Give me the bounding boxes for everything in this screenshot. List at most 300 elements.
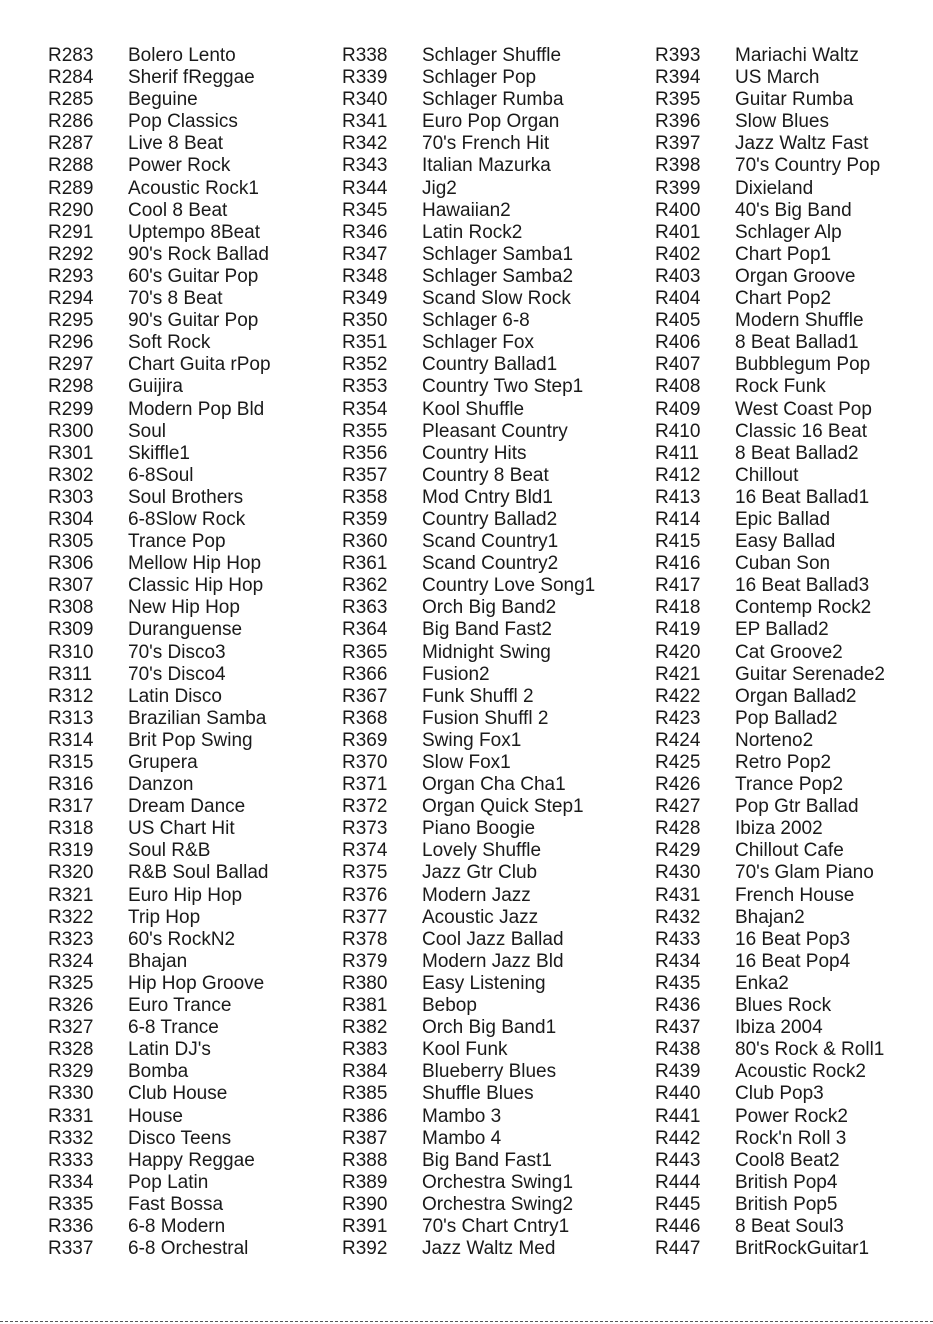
style-number: R369 (342, 729, 388, 751)
style-number: R330 (48, 1083, 94, 1105)
style-number: R437 (655, 1017, 701, 1039)
style-number: R446 (655, 1215, 701, 1237)
style-name: Guitar Serenade2 (735, 663, 885, 685)
style-number: R405 (655, 310, 701, 332)
style-number: R298 (48, 376, 94, 398)
style-number: R353 (342, 376, 388, 398)
style-number: R308 (48, 597, 94, 619)
style-name: Brit Pop Swing (128, 729, 253, 751)
style-number: R408 (655, 376, 701, 398)
style-number: R370 (342, 752, 388, 773)
style-number: R367 (342, 685, 388, 707)
style-name: Modern Pop Bld (128, 398, 265, 420)
style-number: R371 (342, 774, 388, 796)
style-number: R337 (48, 1238, 94, 1260)
style-number: R392 (342, 1238, 388, 1260)
style-name: Orchestra Swing2 (422, 1193, 574, 1215)
style-name: 40's Big Band (735, 199, 852, 221)
style-number: R390 (342, 1193, 388, 1215)
style-name: Cuban Son (735, 553, 831, 575)
style-name: Easy Ballad (735, 531, 836, 553)
style-number: R317 (48, 796, 94, 818)
style-number: R361 (342, 553, 388, 575)
style-number: R447 (655, 1238, 701, 1260)
style-number: R342 (342, 133, 388, 155)
style-number: R429 (655, 840, 701, 862)
style-number: R395 (655, 89, 701, 111)
style-name: Cool Jazz Ballad (422, 928, 564, 950)
style-name: Organ Quick Step1 (422, 796, 584, 818)
style-name: Schlager Shuffle (422, 45, 562, 66)
style-name: Disco Teens (128, 1127, 232, 1149)
style-number: R287 (48, 133, 94, 155)
style-name: Chillout Cafe (735, 840, 844, 862)
style-number: R364 (342, 619, 388, 641)
style-name: Acoustic Rock1 (128, 177, 259, 199)
style-name: Power Rock2 (735, 1105, 848, 1127)
style-name: Schlager Samba2 (422, 265, 574, 287)
style-name: US Chart Hit (128, 818, 235, 840)
style-name: 60's RockN2 (128, 928, 236, 950)
style-number: R403 (655, 265, 701, 287)
style-name: 6-8 Trance (128, 1017, 219, 1039)
style-number: R339 (342, 67, 388, 89)
style-number: R375 (342, 862, 388, 884)
style-number: R381 (342, 995, 388, 1017)
style-number: R400 (655, 199, 701, 221)
style-name: US March (735, 67, 820, 89)
style-name: Brazilian Samba (128, 707, 267, 729)
style-number: R388 (342, 1149, 388, 1171)
style-name: Scand Slow Rock (422, 288, 571, 310)
style-name: Country Ballad2 (422, 508, 558, 530)
style-number: R284 (48, 67, 94, 89)
style-name: Schlager Rumba (422, 89, 564, 111)
style-number: R331 (48, 1105, 94, 1127)
style-name: Beguine (128, 89, 198, 111)
style-name: 6-8 Orchestral (128, 1238, 249, 1260)
style-name: Blues Rock (735, 995, 832, 1017)
style-name: Live 8 Beat (128, 133, 224, 155)
style-number: R326 (48, 995, 94, 1017)
style-name: 16 Beat Ballad1 (735, 486, 870, 508)
style-number: R379 (342, 950, 388, 972)
style-number: R295 (48, 310, 94, 332)
style-name: Latin Disco (128, 685, 222, 707)
style-name: Duranguense (128, 619, 243, 641)
style-name: Club House (128, 1083, 228, 1105)
style-number: R322 (48, 906, 94, 928)
style-name: 70's Disco3 (128, 641, 226, 663)
style-name: British Pop5 (735, 1193, 838, 1215)
style-name: Country Two Step1 (422, 376, 584, 398)
style-name: Euro Pop Organ (422, 111, 560, 133)
style-number: R300 (48, 420, 94, 442)
style-number: R321 (48, 884, 94, 906)
style-name: Acoustic Jazz (422, 906, 539, 928)
style-name: Orchestra Swing1 (422, 1171, 574, 1193)
style-number: R296 (48, 332, 94, 354)
style-number: R292 (48, 243, 94, 265)
style-number: R382 (342, 1017, 388, 1039)
style-number: R441 (655, 1105, 701, 1127)
style-name: Club Pop3 (735, 1083, 824, 1105)
style-number: R327 (48, 1017, 94, 1039)
style-name: Orch Big Band1 (422, 1017, 557, 1039)
style-number: R432 (655, 906, 701, 928)
style-number: R425 (655, 752, 701, 773)
style-name: R&B Soul Ballad (128, 862, 269, 884)
style-name: Schlager Samba1 (422, 243, 574, 265)
style-number: R391 (342, 1215, 388, 1237)
style-name: West Coast Pop (735, 398, 872, 420)
style-number: R416 (655, 553, 701, 575)
style-name: Country Ballad1 (422, 354, 558, 376)
style-name: Jazz Waltz Med (422, 1238, 556, 1260)
style-number: R349 (342, 288, 388, 310)
style-number: R309 (48, 619, 94, 641)
style-number: R366 (342, 663, 388, 685)
style-name: Scand Country2 (422, 553, 559, 575)
style-name: Fast Bossa (128, 1193, 224, 1215)
style-number: R394 (655, 67, 701, 89)
style-name: Sherif fReggae (128, 67, 255, 89)
style-name: Kool Shuffle (422, 398, 525, 420)
style-number: R333 (48, 1149, 94, 1171)
style-name: Modern Jazz Bld (422, 950, 564, 972)
style-name: Fusion2 (422, 663, 490, 685)
style-name: Jig2 (422, 177, 457, 199)
style-number: R444 (655, 1171, 701, 1193)
style-name: Euro Trance (128, 995, 232, 1017)
style-name: Guijira (128, 376, 183, 398)
style-number: R374 (342, 840, 388, 862)
style-number: R323 (48, 928, 94, 950)
style-name: Bolero Lento (128, 45, 236, 66)
style-number: R419 (655, 619, 701, 641)
style-number: R316 (48, 774, 94, 796)
style-name: Cool 8 Beat (128, 199, 228, 221)
style-name: 8 Beat Soul3 (735, 1215, 844, 1237)
style-number: R412 (655, 464, 701, 486)
style-number: R424 (655, 729, 701, 751)
style-number: R427 (655, 796, 701, 818)
style-number: R310 (48, 641, 94, 663)
style-name: Chart Guita rPop (128, 354, 271, 376)
style-name: 16 Beat Pop3 (735, 928, 851, 950)
style-number: R378 (342, 928, 388, 950)
style-number: R304 (48, 508, 94, 530)
style-name: Cool8 Beat2 (735, 1149, 840, 1171)
style-number: R409 (655, 398, 701, 420)
style-number: R355 (342, 420, 388, 442)
style-number: R418 (655, 597, 701, 619)
style-number: R336 (48, 1215, 94, 1237)
style-name: Trance Pop2 (735, 774, 844, 796)
style-number: R365 (342, 641, 388, 663)
style-name: Schlager 6-8 (422, 310, 530, 332)
style-number: R376 (342, 884, 388, 906)
style-name: Country 8 Beat (422, 464, 549, 486)
style-name: 6-8 Modern (128, 1215, 226, 1237)
style-name: 16 Beat Pop4 (735, 950, 851, 972)
style-name: Bubblegum Pop (735, 354, 871, 376)
style-name: 70's Glam Piano (735, 862, 874, 884)
style-number: R350 (342, 310, 388, 332)
style-name: 6-8Soul (128, 464, 194, 486)
style-number: R428 (655, 818, 701, 840)
style-name: 70's Country Pop (735, 155, 881, 177)
style-name: Big Band Fast2 (422, 619, 552, 641)
style-number: R396 (655, 111, 701, 133)
style-name: Latin DJ's (128, 1039, 211, 1061)
style-number: R301 (48, 442, 94, 464)
style-number: R398 (655, 155, 701, 177)
style-name: Ibiza 2004 (735, 1017, 823, 1039)
style-number: R410 (655, 420, 701, 442)
style-name: Slow Fox1 (422, 752, 511, 773)
style-number: R384 (342, 1061, 388, 1083)
style-number: R297 (48, 354, 94, 376)
style-number: R436 (655, 995, 701, 1017)
style-number: R413 (655, 486, 701, 508)
style-name: Pop Latin (128, 1171, 209, 1193)
style-number: R372 (342, 796, 388, 818)
style-name: Mariachi Waltz (735, 45, 859, 66)
style-number: R363 (342, 597, 388, 619)
style-number: R324 (48, 950, 94, 972)
style-number: R293 (48, 265, 94, 287)
style-name: Slow Blues (735, 111, 829, 133)
style-name: Jazz Waltz Fast (735, 133, 869, 155)
style-name: Pleasant Country (422, 420, 568, 442)
style-number: R430 (655, 862, 701, 884)
style-number: R385 (342, 1083, 388, 1105)
style-name: Easy Listening (422, 972, 546, 994)
style-number: R357 (342, 464, 388, 486)
style-name: Swing Fox1 (422, 729, 522, 751)
style-number: R305 (48, 531, 94, 553)
style-number: R307 (48, 575, 94, 597)
style-number: R383 (342, 1039, 388, 1061)
style-number: R373 (342, 818, 388, 840)
style-number: R313 (48, 707, 94, 729)
style-number: R290 (48, 199, 94, 221)
style-number: R407 (655, 354, 701, 376)
style-number: R311 (48, 663, 93, 685)
style-number: R302 (48, 464, 94, 486)
style-number: R354 (342, 398, 388, 420)
style-name: Schlager Fox (422, 332, 534, 354)
style-name: Pop Gtr Ballad (735, 796, 859, 818)
style-name: Happy Reggae (128, 1149, 255, 1171)
style-name: Pop Ballad2 (735, 707, 838, 729)
style-number: R343 (342, 155, 388, 177)
style-number: R289 (48, 177, 94, 199)
style-name: Pop Classics (128, 111, 238, 133)
style-number: R411 (655, 442, 700, 464)
style-number: R335 (48, 1193, 94, 1215)
style-name: Schlager Pop (422, 67, 537, 89)
style-name: Country Hits (422, 442, 527, 464)
style-number: R285 (48, 89, 94, 111)
style-name: Big Band Fast1 (422, 1149, 552, 1171)
style-name: Classic Hip Hop (128, 575, 264, 597)
style-name: EP Ballad2 (735, 619, 829, 641)
style-number: R443 (655, 1149, 701, 1171)
style-name: Trance Pop (128, 531, 226, 553)
style-name: Bebop (422, 995, 477, 1017)
style-number: R356 (342, 442, 388, 464)
style-name: Soul R&B (128, 840, 211, 862)
style-name: Shuffle Blues (422, 1083, 534, 1105)
style-number: R315 (48, 752, 94, 773)
style-number: R426 (655, 774, 701, 796)
style-number: R414 (655, 508, 701, 530)
style-name: Midnight Swing (422, 641, 551, 663)
style-name: Ibiza 2002 (735, 818, 823, 840)
style-name: Modern Jazz (422, 884, 531, 906)
style-number: R368 (342, 707, 388, 729)
style-name: Enka2 (735, 972, 789, 994)
style-number: R423 (655, 707, 701, 729)
style-name: Country Love Song1 (422, 575, 596, 597)
style-name: Bhajan2 (735, 906, 805, 928)
style-name: British Pop4 (735, 1171, 838, 1193)
style-name: French House (735, 884, 855, 906)
style-name: Power Rock (128, 155, 231, 177)
style-number: R438 (655, 1039, 701, 1061)
style-number: R347 (342, 243, 388, 265)
style-number: R360 (342, 531, 388, 553)
style-name: House (128, 1105, 183, 1127)
style-name: New Hip Hop (128, 597, 240, 619)
style-name: Modern Shuffle (735, 310, 864, 332)
style-name: Organ Ballad2 (735, 685, 857, 707)
style-name: Lovely Shuffle (422, 840, 542, 862)
page-bottom-divider (0, 1321, 933, 1322)
style-number: R346 (342, 221, 388, 243)
style-name: Danzon (128, 774, 194, 796)
style-name: 16 Beat Ballad3 (735, 575, 870, 597)
style-name: 70's Chart Cntry1 (422, 1215, 570, 1237)
style-name: Classic 16 Beat (735, 420, 868, 442)
style-number: R291 (48, 221, 94, 243)
style-name: Skiffle1 (128, 442, 190, 464)
style-number: R442 (655, 1127, 701, 1149)
style-number: R294 (48, 288, 94, 310)
style-name: 8 Beat Ballad1 (735, 332, 859, 354)
style-number: R320 (48, 862, 94, 884)
style-name: Organ Groove (735, 265, 856, 287)
style-name: Rock Funk (735, 376, 826, 398)
style-number: R318 (48, 818, 94, 840)
style-number: R406 (655, 332, 701, 354)
style-name: Scand Country1 (422, 531, 559, 553)
style-name: 80's Rock & Roll1 (735, 1039, 885, 1061)
style-name: Italian Mazurka (422, 155, 551, 177)
style-number: R389 (342, 1171, 388, 1193)
style-number: R399 (655, 177, 701, 199)
style-number: R445 (655, 1193, 701, 1215)
style-name: Soft Rock (128, 332, 211, 354)
style-number: R325 (48, 972, 94, 994)
style-number: R334 (48, 1171, 94, 1193)
style-name: Bomba (128, 1061, 189, 1083)
style-number: R338 (342, 45, 388, 66)
style-name: Chillout (735, 464, 799, 486)
style-number: R314 (48, 729, 94, 751)
style-name: Bhajan (128, 950, 188, 972)
style-number: R377 (342, 906, 388, 928)
style-number: R286 (48, 111, 94, 133)
style-name: Cat Groove2 (735, 641, 843, 663)
style-name: Hip Hop Groove (128, 972, 265, 994)
style-number: R387 (342, 1127, 388, 1149)
style-number: R358 (342, 486, 388, 508)
style-name: Dixieland (735, 177, 814, 199)
style-number: R431 (655, 884, 701, 906)
style-number: R420 (655, 641, 701, 663)
style-name: Chart Pop1 (735, 243, 832, 265)
style-name: Euro Hip Hop (128, 884, 243, 906)
style-name: Uptempo 8Beat (128, 221, 261, 243)
style-name: 70's French Hit (422, 133, 550, 155)
style-name: 90's Rock Ballad (128, 243, 269, 265)
style-name: Retro Pop2 (735, 752, 832, 773)
style-name: Funk Shuffl 2 (422, 685, 534, 707)
style-name: Blueberry Blues (422, 1061, 557, 1083)
style-number: R340 (342, 89, 388, 111)
style-number: R393 (655, 45, 701, 66)
style-name: 70's 8 Beat (128, 288, 223, 310)
style-number: R332 (48, 1127, 94, 1149)
style-number: R329 (48, 1061, 94, 1083)
style-number: R306 (48, 553, 94, 575)
style-name: Organ Cha Cha1 (422, 774, 566, 796)
style-name: Soul Brothers (128, 486, 244, 508)
style-number: R351 (342, 332, 388, 354)
style-name: Rock'n Roll 3 (735, 1127, 847, 1149)
style-number: R421 (655, 663, 701, 685)
style-name: Mambo 3 (422, 1105, 502, 1127)
style-number: R417 (655, 575, 701, 597)
style-number: R303 (48, 486, 94, 508)
style-name: 70's Disco4 (128, 663, 226, 685)
style-name: Fusion Shuffl 2 (422, 707, 549, 729)
style-name: Chart Pop2 (735, 288, 832, 310)
style-number: R415 (655, 531, 701, 553)
style-number: R319 (48, 840, 94, 862)
style-number: R328 (48, 1039, 94, 1061)
style-name: Contemp Rock2 (735, 597, 872, 619)
style-name: Orch Big Band2 (422, 597, 557, 619)
style-number: R341 (342, 111, 388, 133)
style-number: R348 (342, 265, 388, 287)
style-name: 8 Beat Ballad2 (735, 442, 859, 464)
style-number: R380 (342, 972, 388, 994)
style-name: Dream Dance (128, 796, 246, 818)
style-name: Trip Hop (128, 906, 201, 928)
style-name: Guitar Rumba (735, 89, 854, 111)
style-number: R440 (655, 1083, 701, 1105)
style-name: Kool Funk (422, 1039, 508, 1061)
style-number: R433 (655, 928, 701, 950)
style-name: Mellow Hip Hop (128, 553, 262, 575)
style-number: R404 (655, 288, 701, 310)
style-number: R345 (342, 199, 388, 221)
style-number: R422 (655, 685, 701, 707)
